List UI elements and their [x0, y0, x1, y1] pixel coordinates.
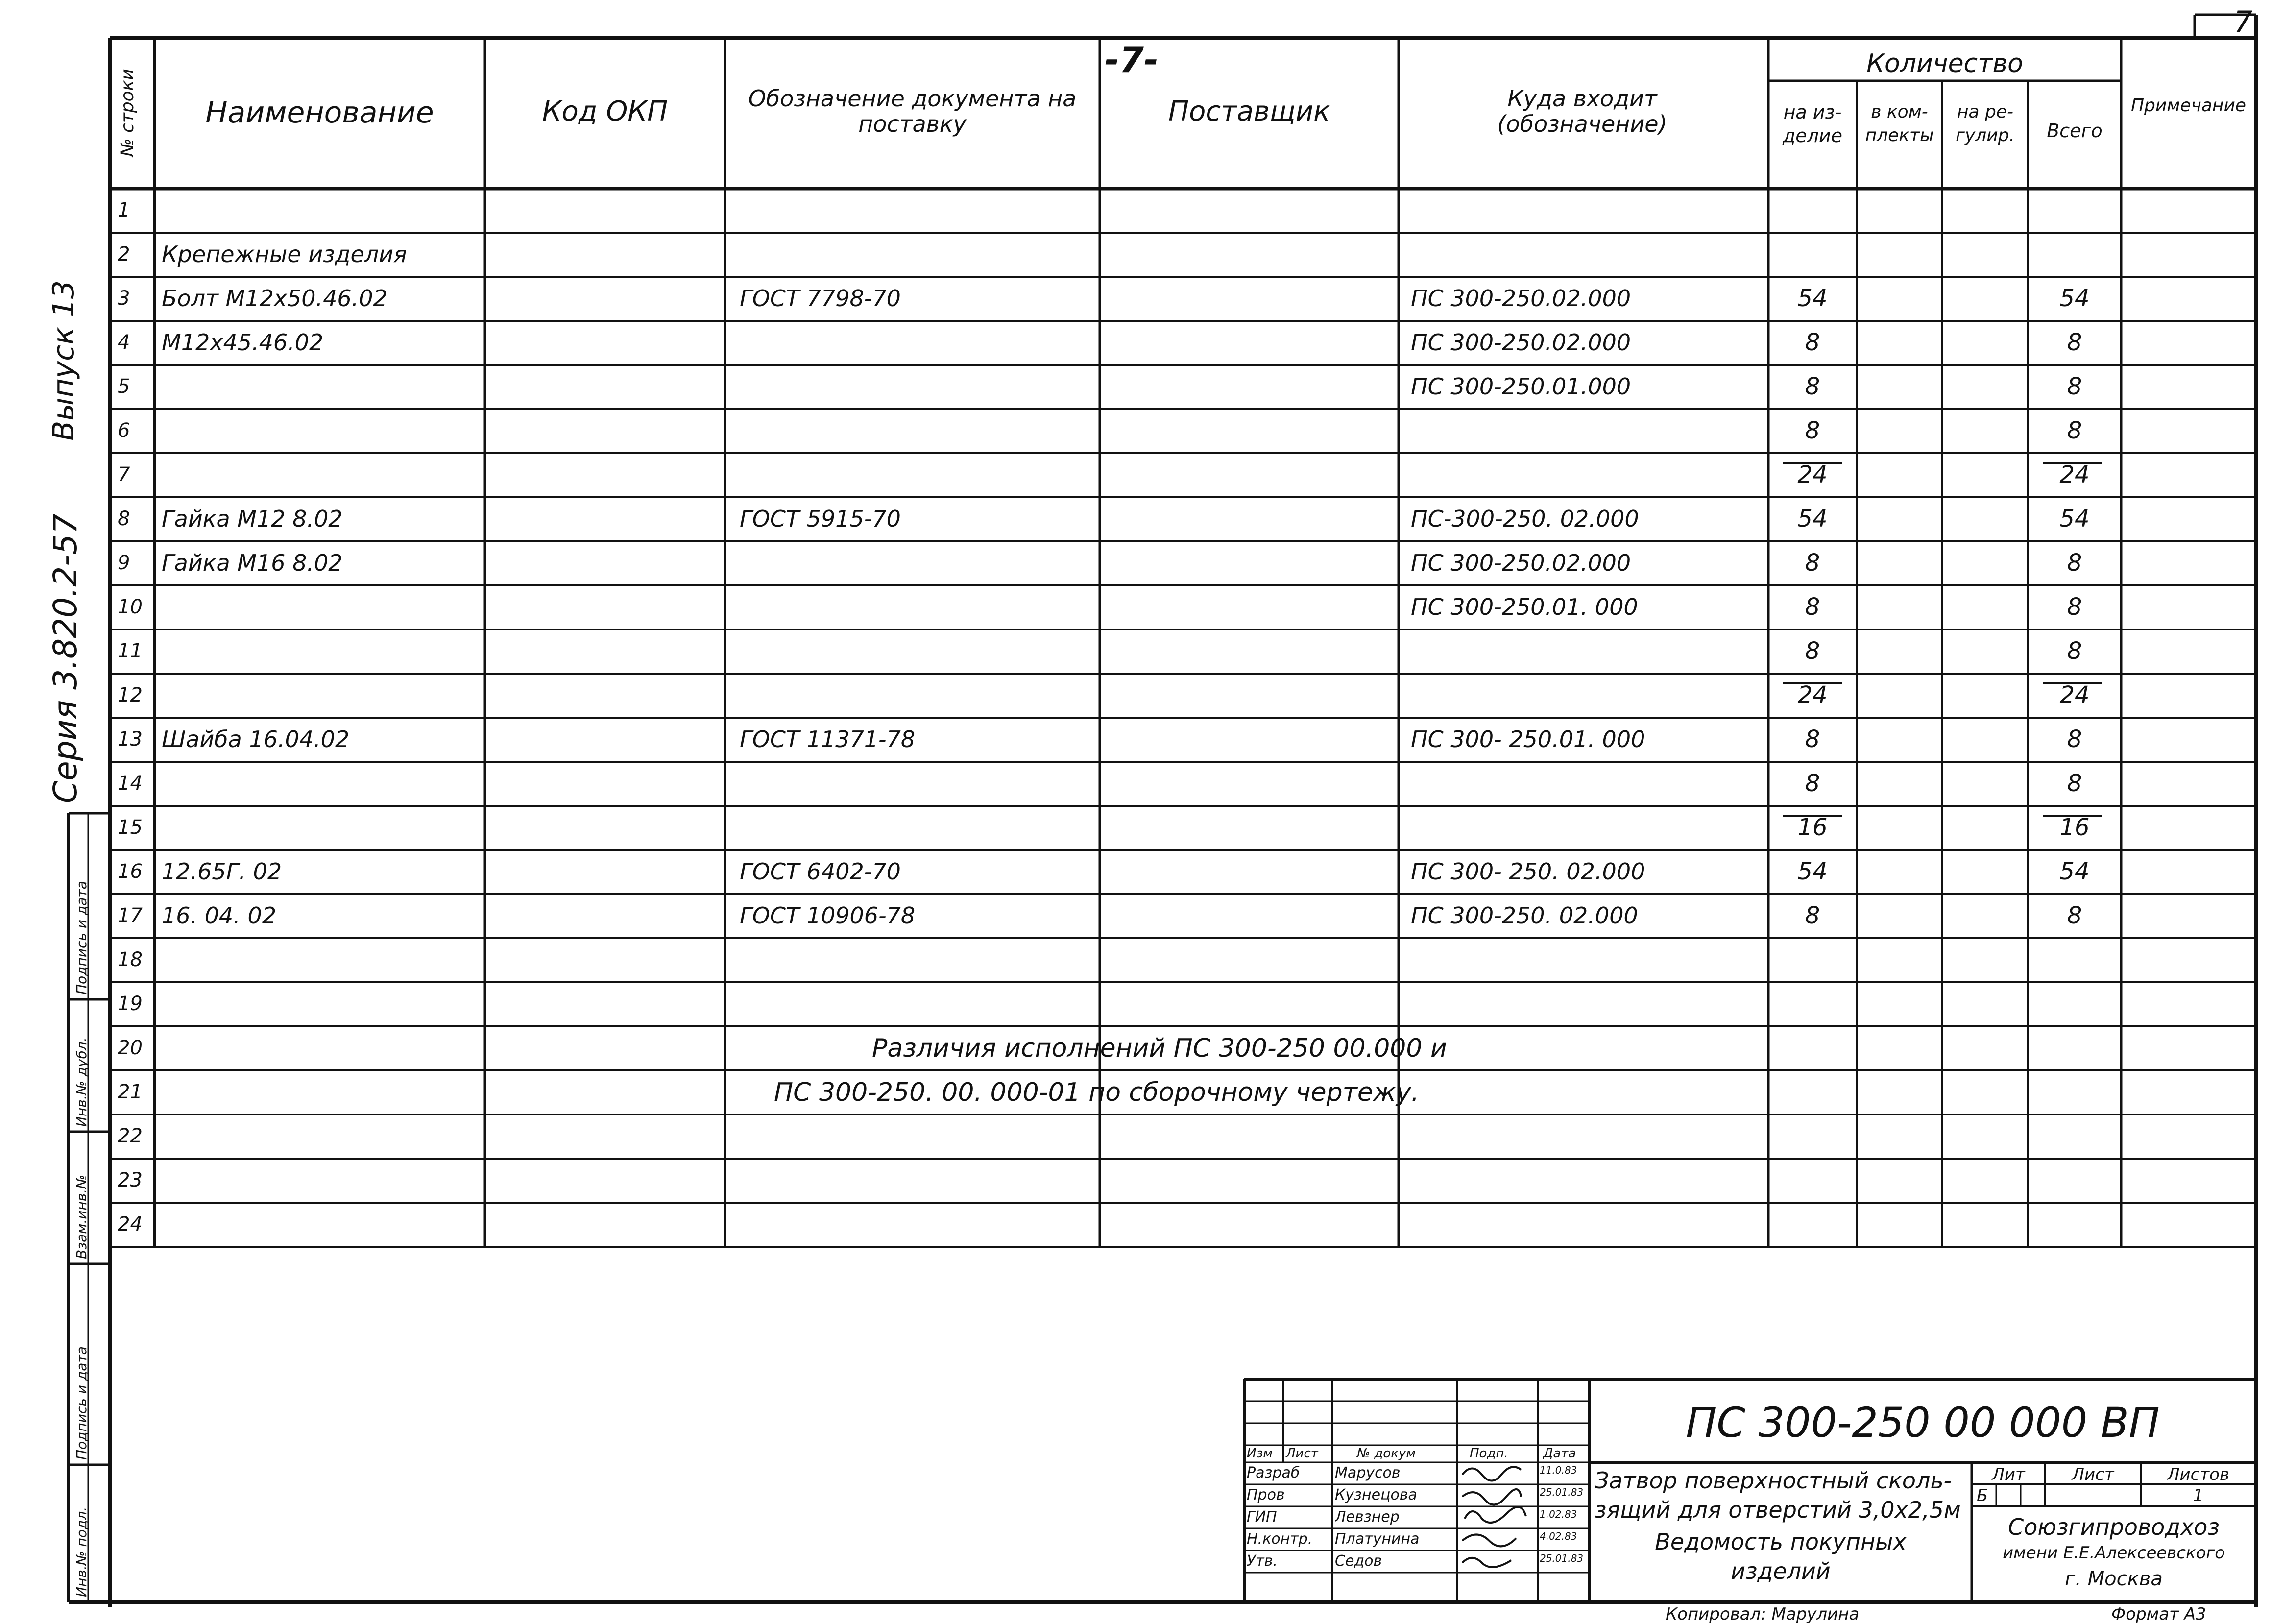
row-qty-vsego: 8 — [2067, 770, 2082, 798]
row-qty-izdelie: 8 — [1805, 549, 1820, 577]
row-number: 10 — [118, 596, 143, 618]
stamp-date: 25.01.83 — [1540, 1552, 1584, 1564]
row-where: ПС 300-250. 02.000 — [1411, 902, 1638, 929]
margin-vypusk: Выпуск 13 — [47, 280, 81, 441]
row-number: 2 — [118, 243, 130, 266]
row-qty-vsego: 8 — [2067, 373, 2082, 401]
stamp-title-line-3: Ведомость покупных — [1655, 1528, 1907, 1555]
margin-stamp-label-4: Подпись и дата — [73, 1346, 90, 1460]
header-doc: Обозначение документа на поставку — [748, 85, 1077, 137]
row-where: ПС 300-250.02.000 — [1411, 550, 1631, 577]
header-q-komplekty: в ком-плекты — [1865, 102, 1934, 145]
stamp-person: Левзнер — [1335, 1508, 1400, 1526]
row-name: 12.65Г. 02 — [162, 858, 282, 885]
row-name: Крепежные изделия — [162, 241, 407, 268]
row-number: 18 — [118, 948, 143, 971]
row-qty-izdelie: 16 — [1797, 814, 1828, 842]
center-page-number: -7- — [1105, 39, 1159, 80]
row-qty-izdelie: 8 — [1805, 417, 1820, 445]
row-qty-vsego: 8 — [2067, 726, 2082, 753]
row-number: 16 — [118, 860, 143, 883]
header-quantity: Количество — [1866, 49, 2023, 78]
row-doc: ГОСТ 10906-78 — [740, 902, 916, 929]
row-doc: ГОСТ 7798-70 — [740, 285, 901, 312]
row-qty-vsego: 8 — [2067, 329, 2082, 357]
row-qty-izdelie: 24 — [1797, 681, 1828, 709]
margin-seriya: Серия 3.820.2-57 — [47, 513, 84, 803]
stamp-lit-value: Б — [1977, 1486, 1988, 1505]
row-number: 1 — [118, 199, 130, 221]
header-supplier: Поставщик — [1168, 96, 1330, 127]
row-number: 20 — [118, 1037, 143, 1059]
stamp-title-line-4: изделий — [1731, 1558, 1831, 1584]
note-line-1: Различия исполнений ПС 300-250 00.000 и — [872, 1034, 1447, 1063]
margin-stamp-label-5: Инв.№ подл. — [73, 1506, 90, 1597]
row-doc: ГОСТ 11371-78 — [740, 726, 916, 753]
row-qty-vsego: 8 — [2067, 417, 2082, 445]
row-number: 3 — [118, 287, 130, 310]
stamp-listov-label: Листов — [2167, 1465, 2229, 1484]
row-name: Болт М12х50.46.02 — [162, 285, 387, 312]
document-designation: ПС 300-250 00 000 ВП — [1686, 1399, 2160, 1447]
stamp-hdr-izm: Изм — [1247, 1446, 1273, 1461]
header-q-regulir: на ре-гулир. — [1956, 102, 2015, 145]
note-line-2: ПС 300-250. 00. 000-01 по сборочному чертежу. — [774, 1078, 1420, 1107]
row-number: 22 — [118, 1125, 143, 1147]
row-doc: ГОСТ 6402-70 — [740, 858, 901, 885]
row-where: ПС 300-250.02.000 — [1411, 285, 1631, 312]
row-number: 24 — [118, 1213, 143, 1236]
row-qty-izdelie: 54 — [1797, 285, 1828, 313]
row-qty-vsego: 54 — [2059, 505, 2090, 533]
row-qty-izdelie: 8 — [1805, 726, 1820, 753]
row-qty-izdelie: 8 — [1805, 593, 1820, 621]
row-qty-izdelie: 8 — [1805, 329, 1820, 357]
stamp-role: Н.контр. — [1247, 1530, 1313, 1548]
row-qty-izdelie: 8 — [1805, 902, 1820, 930]
row-qty-izdelie: 8 — [1805, 770, 1820, 798]
header-note: Примечание — [2130, 96, 2247, 116]
bottom-format: Формат А3 — [2111, 1604, 2206, 1624]
row-qty-vsego: 54 — [2059, 858, 2090, 886]
stamp-list-label: Лист — [2072, 1465, 2114, 1484]
row-name: 16. 04. 02 — [162, 902, 277, 929]
stamp-role: Утв. — [1247, 1552, 1278, 1570]
row-number: 4 — [118, 331, 130, 354]
header-where: Куда входит (обозначение) — [1497, 85, 1668, 137]
row-number: 19 — [118, 993, 143, 1015]
stamp-listov-value: 1 — [2193, 1486, 2204, 1505]
row-qty-vsego: 24 — [2059, 461, 2090, 489]
row-number: 13 — [118, 728, 143, 751]
stamp-date: 4.02.83 — [1540, 1530, 1577, 1542]
header-name: Наименование — [205, 96, 434, 130]
margin-stamp-label-2: Инв.№ дубл. — [73, 1037, 90, 1127]
row-qty-izdelie: 54 — [1797, 858, 1828, 886]
stamp-person: Платунина — [1335, 1530, 1420, 1548]
stamp-role: Пров — [1247, 1486, 1285, 1503]
stamp-lit-label: Лит — [1992, 1465, 2025, 1484]
row-qty-vsego: 8 — [2067, 637, 2082, 665]
stamp-org-line-1: Союзгипроводхоз — [2008, 1514, 2220, 1540]
stamp-role: ГИП — [1247, 1508, 1277, 1526]
stamp-org-line-3: г. Москва — [2065, 1568, 2163, 1590]
row-qty-vsego: 16 — [2059, 814, 2090, 842]
row-qty-vsego: 8 — [2067, 902, 2082, 930]
row-qty-izdelie: 8 — [1805, 637, 1820, 665]
stamp-title-line-1: Затвор поверхностный сколь- — [1595, 1467, 1952, 1494]
row-where: ПС 300-250.01.000 — [1411, 373, 1631, 400]
row-name: Шайба 16.04.02 — [162, 726, 350, 753]
row-number: 9 — [118, 552, 130, 574]
row-number: 17 — [118, 904, 143, 927]
stamp-date: 1.02.83 — [1540, 1508, 1577, 1520]
row-doc: ГОСТ 5915-70 — [740, 506, 901, 533]
corner-page-number: 7 — [2234, 5, 2253, 39]
row-name: Гайка М16 8.02 — [162, 550, 343, 577]
row-number: 7 — [118, 463, 130, 486]
stamp-hdr-list: Лист — [1286, 1446, 1318, 1461]
row-number: 21 — [118, 1081, 143, 1103]
row-qty-vsego: 8 — [2067, 593, 2082, 621]
stamp-hdr-data: Дата — [1543, 1446, 1576, 1461]
row-name: Гайка М12 8.02 — [162, 506, 343, 533]
stamp-hdr-ndok: № докум — [1357, 1446, 1416, 1461]
row-where: ПС 300-250.01. 000 — [1411, 594, 1638, 621]
row-qty-izdelie: 24 — [1797, 461, 1828, 489]
row-qty-vsego: 8 — [2067, 549, 2082, 577]
row-where: ПС 300- 250.01. 000 — [1411, 726, 1645, 753]
row-number: 5 — [118, 375, 130, 398]
row-qty-izdelie: 54 — [1797, 505, 1828, 533]
header-okp: Код ОКП — [542, 96, 668, 127]
row-number: 15 — [118, 816, 143, 839]
row-number: 8 — [118, 508, 130, 530]
row-qty-vsego: 24 — [2059, 681, 2090, 709]
row-number: 6 — [118, 419, 130, 442]
margin-stamp-label-1: Подпись и дата — [73, 881, 90, 994]
bottom-copied: Копировал: Марулина — [1666, 1604, 1860, 1624]
header-row-number: № строки — [118, 69, 138, 157]
row-number: 11 — [118, 640, 143, 662]
row-qty-izdelie: 8 — [1805, 373, 1820, 401]
header-q-izdelie: на из-делие — [1782, 101, 1842, 146]
stamp-hdr-podp: Подп. — [1470, 1446, 1508, 1461]
row-number: 12 — [118, 684, 143, 706]
row-qty-vsego: 54 — [2059, 285, 2090, 313]
stamp-date: 11.0.83 — [1540, 1464, 1577, 1476]
row-number: 14 — [118, 772, 143, 795]
stamp-title-line-2: зящий для отверстий 3,0х2,5м — [1595, 1497, 1961, 1523]
stamp-role: Разраб — [1247, 1464, 1300, 1481]
stamp-person: Марусов — [1335, 1464, 1401, 1481]
row-name: М12х45.46.02 — [162, 329, 324, 356]
row-where: ПС 300- 250. 02.000 — [1411, 858, 1645, 885]
stamp-date: 25.01.83 — [1540, 1486, 1584, 1498]
stamp-person: Седов — [1335, 1552, 1382, 1570]
row-number: 23 — [118, 1169, 143, 1191]
row-where: ПС-300-250. 02.000 — [1411, 506, 1639, 533]
row-where: ПС 300-250.02.000 — [1411, 329, 1631, 356]
margin-stamp-label-3: Взам.инв.№ — [73, 1174, 90, 1259]
header-q-vsego: Всего — [2047, 120, 2103, 142]
stamp-org-line-2: имени Е.Е.Алексеевского — [2002, 1543, 2225, 1563]
stamp-person: Кузнецова — [1335, 1486, 1417, 1503]
